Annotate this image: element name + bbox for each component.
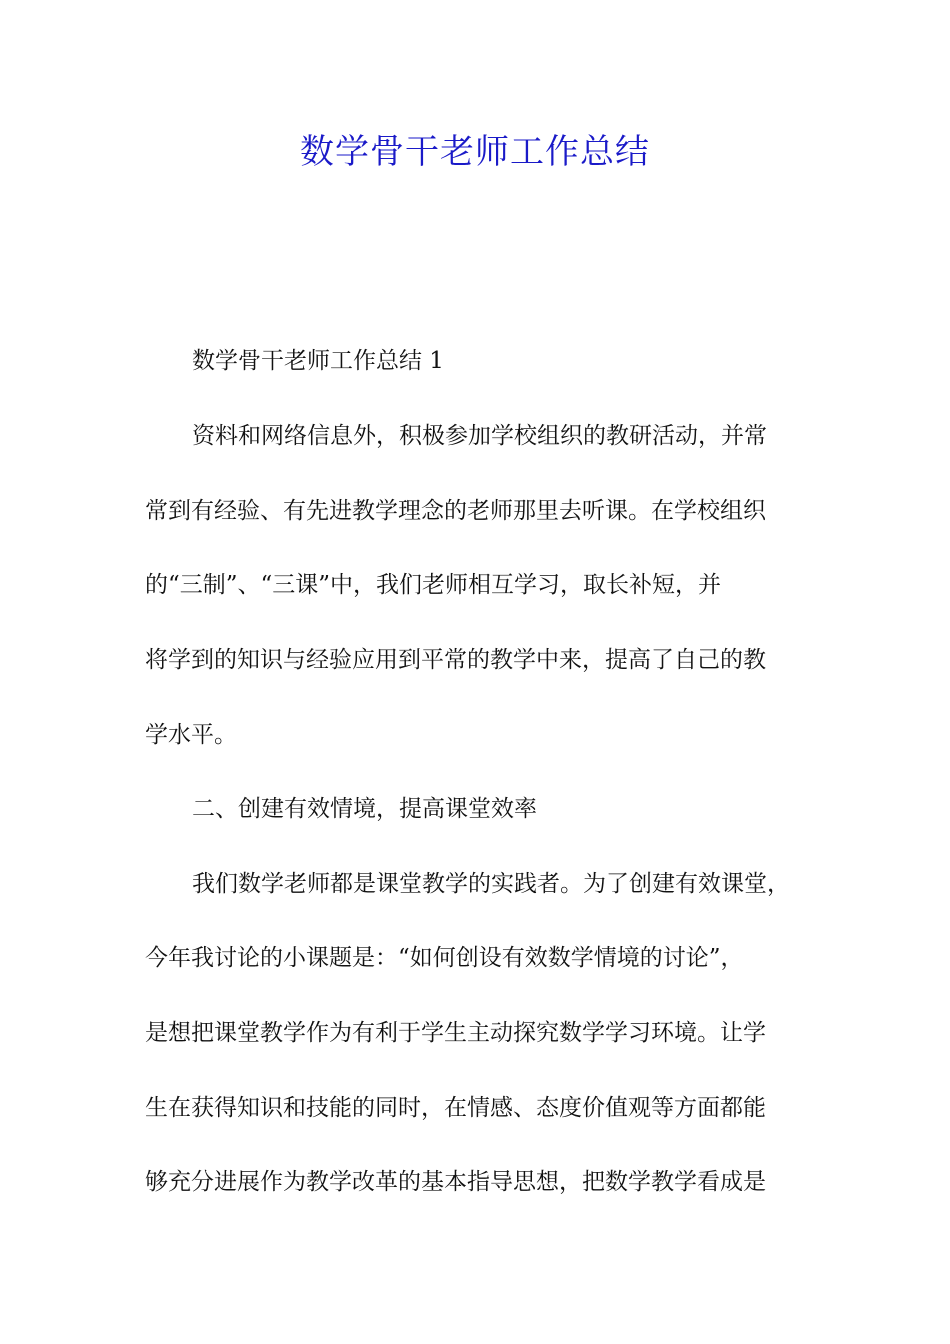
paragraph-line: 今年我讨论的小课题是：“如何创设有效数学情境的讨论”， — [145, 945, 744, 971]
paragraph-line: 资料和网络信息外，积极参加学校组织的教研活动，并常 — [192, 423, 767, 449]
paragraph-line: 常到有经验、有先进教学理念的老师那里去听课。在学校组织 — [145, 498, 766, 524]
paragraph-line: 我们数学老师都是课堂教学的实践者。为了创建有效课堂， — [192, 871, 790, 897]
paragraph-line: 够充分进展作为教学改革的基本指导思想，把数学教学看成是 — [145, 1169, 766, 1195]
section-heading: 二、创建有效情境，提高课堂效率 — [192, 796, 537, 822]
section-heading: 数学骨干老师工作总结 1 — [192, 348, 444, 374]
paragraph-line: 的“三制”、“三课”中，我们老师相互学习，取长补短，并 — [145, 572, 722, 598]
paragraph-line: 生在获得知识和技能的同时，在情感、态度价值观等方面都能 — [145, 1095, 766, 1121]
paragraph-line: 将学到的知识与经验应用到平常的教学中来，提高了自己的教 — [145, 647, 766, 673]
paragraph-line: 学水平。 — [145, 722, 237, 748]
document-title: 数学骨干老师工作总结 — [300, 132, 650, 172]
paragraph-line: 是想把课堂教学作为有利于学生主动探究数学学习环境。让学 — [145, 1020, 766, 1046]
